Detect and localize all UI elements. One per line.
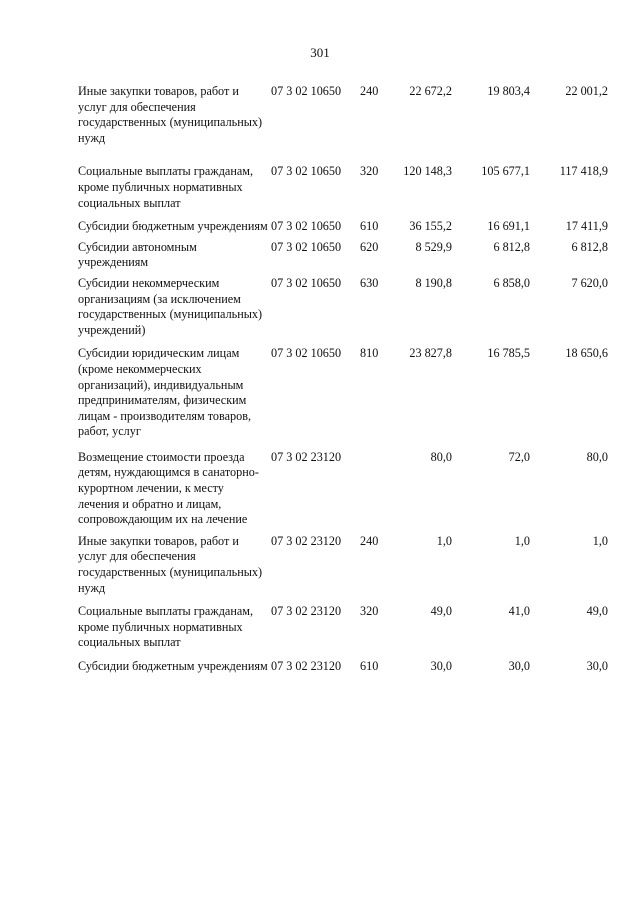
row-amount-2: 41,0: [508, 604, 530, 619]
row-amount-2: 72,0: [508, 449, 530, 464]
row-name: Иные закупки товаров, работ и услуг для обеспечения государственных (муниципальных) нужд: [78, 84, 263, 145]
row-amount-3: 1,0: [592, 533, 608, 548]
table-row: [78, 219, 618, 235]
row-name: Субсидии юридическим лицам (кроме некоммерческих организаций), индивидуальным предпринимателям, физическим лицам - производителям товаров, работ, услуг: [78, 346, 252, 439]
table-row: [78, 450, 618, 528]
row-code: 07 3 02 10650: [271, 164, 342, 179]
row-code: 07 3 02 23120: [271, 449, 342, 464]
row-amount-3: 17 411,9: [565, 219, 608, 234]
row-amount-3: 117 418,9: [559, 164, 608, 179]
table-row: [78, 659, 618, 675]
row-expense-type: 630: [360, 275, 379, 290]
table-row: [78, 604, 618, 651]
table-row: [78, 240, 618, 271]
row-amount-3: 7 620,0: [571, 275, 608, 290]
row-name: Социальные выплаты гражданам, кроме публичных нормативных социальных выплат: [78, 604, 254, 650]
row-code: 07 3 02 23120: [271, 659, 342, 673]
row-name: Иные закупки товаров, работ и услуг для обеспечения государственных (муниципальных) нужд: [78, 533, 263, 595]
row-amount-3: 49,0: [586, 604, 608, 619]
row-amount-1: 49,0: [430, 604, 452, 619]
row-name: Субсидии автономным учреждениям: [78, 239, 197, 270]
row-amount-1: 30,0: [430, 659, 452, 673]
row-amount-2: 105 677,1: [481, 164, 530, 179]
row-expense-type: 320: [360, 604, 379, 619]
row-amount-3: 30,0: [586, 659, 608, 673]
row-name: Социальные выплаты гражданам, кроме публичных нормативных социальных выплат: [78, 164, 254, 210]
row-amount-1: 80,0: [430, 449, 452, 464]
row-amount-1: 23 827,8: [409, 346, 452, 361]
row-amount-1: 8 529,9: [415, 239, 452, 254]
row-name: Субсидии бюджетным учреждениям: [78, 219, 268, 234]
row-amount-2: 16 691,1: [487, 219, 530, 234]
row-amount-2: 16 785,5: [487, 346, 530, 361]
row-code: 07 3 02 10650: [271, 84, 342, 98]
table-row: [78, 84, 618, 146]
row-expense-type: 240: [360, 84, 379, 98]
row-name: Субсидии бюджетным учреждениям: [78, 659, 268, 673]
row-expense-type: 240: [360, 533, 379, 548]
row-code: 07 3 02 10650: [271, 219, 342, 234]
row-amount-3: 22 001,2: [565, 84, 608, 98]
page-number: 301: [310, 45, 330, 60]
row-expense-type: 320: [360, 164, 379, 179]
row-amount-1: 8 190,8: [415, 275, 452, 290]
row-code: 07 3 02 10650: [271, 239, 342, 254]
row-amount-2: 19 803,4: [487, 84, 530, 98]
row-amount-1: 1,0: [436, 533, 452, 548]
row-name: Субсидии некоммерческим организациям (за исключением государственных (муниципальных) учреждений): [78, 275, 263, 337]
row-code: 07 3 02 10650: [271, 275, 342, 290]
row-expense-type: 610: [360, 219, 379, 234]
row-name: Возмещение стоимости проезда детям, нуждающимся в санаторно-курортном лечении, к месту лечения и обратно и лицам, сопровождающим их на лечение: [78, 449, 259, 527]
row-amount-2: 6 812,8: [493, 239, 530, 254]
row-amount-3: 80,0: [586, 449, 608, 464]
row-code: 07 3 02 10650: [271, 346, 342, 361]
table-row: [78, 276, 618, 338]
row-code: 07 3 02 23120: [271, 604, 342, 619]
table-row: [78, 164, 618, 211]
row-amount-2: 1,0: [514, 533, 530, 548]
budget-table: [78, 84, 618, 675]
row-expense-type: 620: [360, 239, 379, 254]
table-row: [78, 534, 618, 596]
table-row: [78, 346, 618, 440]
row-amount-1: 36 155,2: [409, 219, 452, 234]
row-expense-type: 610: [360, 659, 379, 673]
row-amount-2: 30,0: [508, 659, 530, 673]
row-expense-type: 810: [360, 346, 379, 361]
row-amount-1: 120 148,3: [403, 164, 452, 179]
row-code: 07 3 02 23120: [271, 533, 342, 548]
row-amount-2: 6 858,0: [493, 275, 530, 290]
row-amount-3: 18 650,6: [565, 346, 608, 361]
row-amount-3: 6 812,8: [571, 239, 608, 254]
row-amount-1: 22 672,2: [409, 84, 452, 98]
